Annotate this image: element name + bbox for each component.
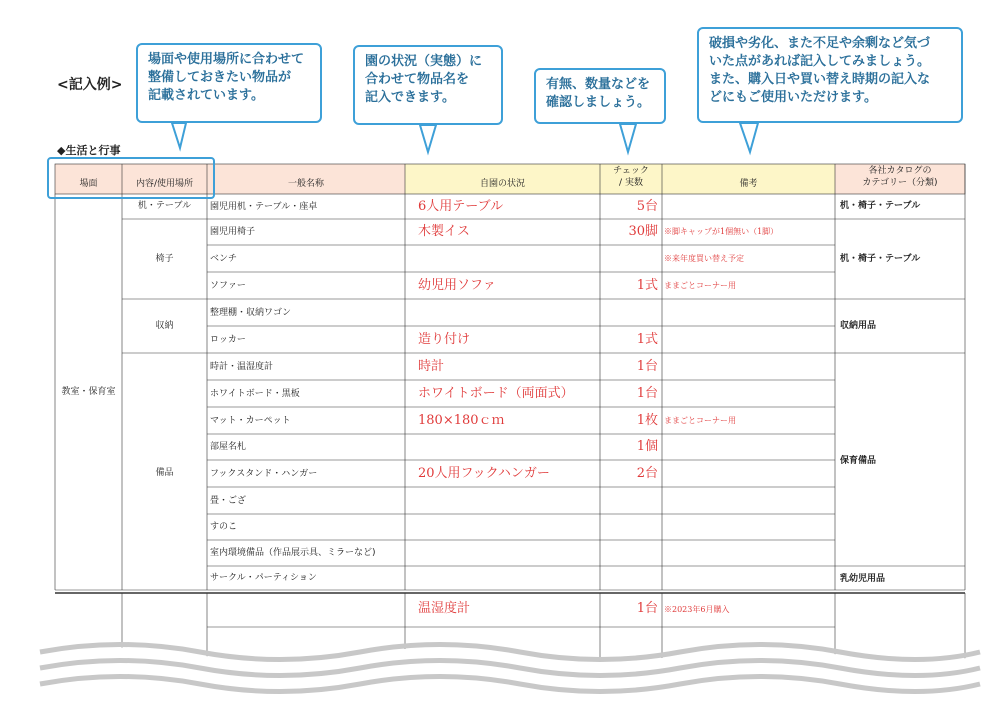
header-scene: 場面 [79,179,98,189]
row-status: ホワイトボード（両面式） [418,385,574,401]
header-note: 備考 [739,179,758,189]
group-equipment: 備品 [155,468,174,478]
row-note: ※脚キャップが1個無い（1脚） [664,227,779,236]
row-general: マット・カーペット [210,415,291,426]
extra-row-check: 1台 [636,601,658,616]
row-check: 1式 [636,331,658,347]
row-check: 1枚 [636,412,658,428]
row-status: 6人用テーブル [418,198,504,214]
row-status: 木製イス [418,224,470,239]
row-general: ホワイトボード・黒板 [210,388,300,399]
row-general: 園児用椅子 [210,227,256,237]
row-status: 180×180ｃｍ [418,412,505,428]
header-status: 自園の状況 [479,179,525,189]
callout-text: 園の状況（実態）に 合わせて物品名を 記入できます。 [365,54,483,105]
row-status: 20人用フックハンガー [418,465,550,481]
row-check: 1個 [636,439,658,454]
callout-text: 有無、数量などを 確認しましょう。 [546,77,651,110]
header-general: 一般名称 [287,179,324,189]
row-general: ロッカー [210,334,246,345]
category-desk: 机・椅子・テーブル [840,201,921,211]
row-general: 整理棚・収納ワゴン [210,307,292,318]
category-storage: 収納用品 [840,321,877,331]
row-general: 室内環境備品（作品展示具、ミラーなど) [210,548,376,558]
row-note: ※来年度買い替え予定 [664,253,744,263]
row-status: 幼児用ソファ [418,277,496,293]
category-equipment: 保育備品 [840,456,877,466]
callout-text: 破損や劣化、また不足や余剰など気づ いた点があれば記入してみましょう。 また、購入日や買い替え時期の記入な どにもご使用いただけます。 [709,36,931,105]
row-general: フックスタンド・ハンガー [210,468,318,479]
group-chair: 椅子 [155,254,174,264]
row-note: ままごとコーナー用 [664,280,736,290]
row-check: 1式 [636,277,658,293]
category-infant: 乳幼児用品 [840,574,886,584]
row-check: 2台 [636,465,658,481]
row-check: 1台 [636,358,658,374]
category-chair: 机・椅子・テーブル [840,254,921,264]
row-note: ままごとコーナー用 [664,415,736,425]
group-desk: 机・テーブル [137,201,192,211]
row-status: 造り付け [418,331,471,347]
scene-label: 教室・保育室 [61,387,116,397]
row-general: 園児用机・テーブル・座卓 [210,201,318,212]
header-category: 各社カタログの カテゴリー（分類) [862,166,938,188]
group-storage: 収納 [155,321,174,331]
extra-row-status: 温湿度計 [418,601,471,616]
row-general: ソファー [210,280,246,291]
row-check: 5台 [636,198,658,214]
row-check: 30脚 [628,224,658,239]
row-general: すのこ [210,522,238,532]
row-general: 畳・ござ [210,495,247,506]
section-title: ◆生活と行事 [57,144,121,157]
row-general: ベンチ [210,253,238,264]
extra-row-note: ※2023年6月購入 [664,605,730,614]
row-general: 部屋名札 [210,442,247,452]
example-label: <記入例> [57,77,123,93]
header-check: チェック / 実数 [613,166,649,188]
row-check: 1台 [636,385,658,401]
header-content: 内容/使用場所 [135,179,194,189]
callout-text: 場面や使用場所に合わせて 整備しておきたい物品が 記載されています。 [148,52,305,103]
row-general: 時計・温湿度計 [210,361,274,372]
row-status: 時計 [418,358,445,374]
row-general: サークル・パーティション [210,573,317,583]
